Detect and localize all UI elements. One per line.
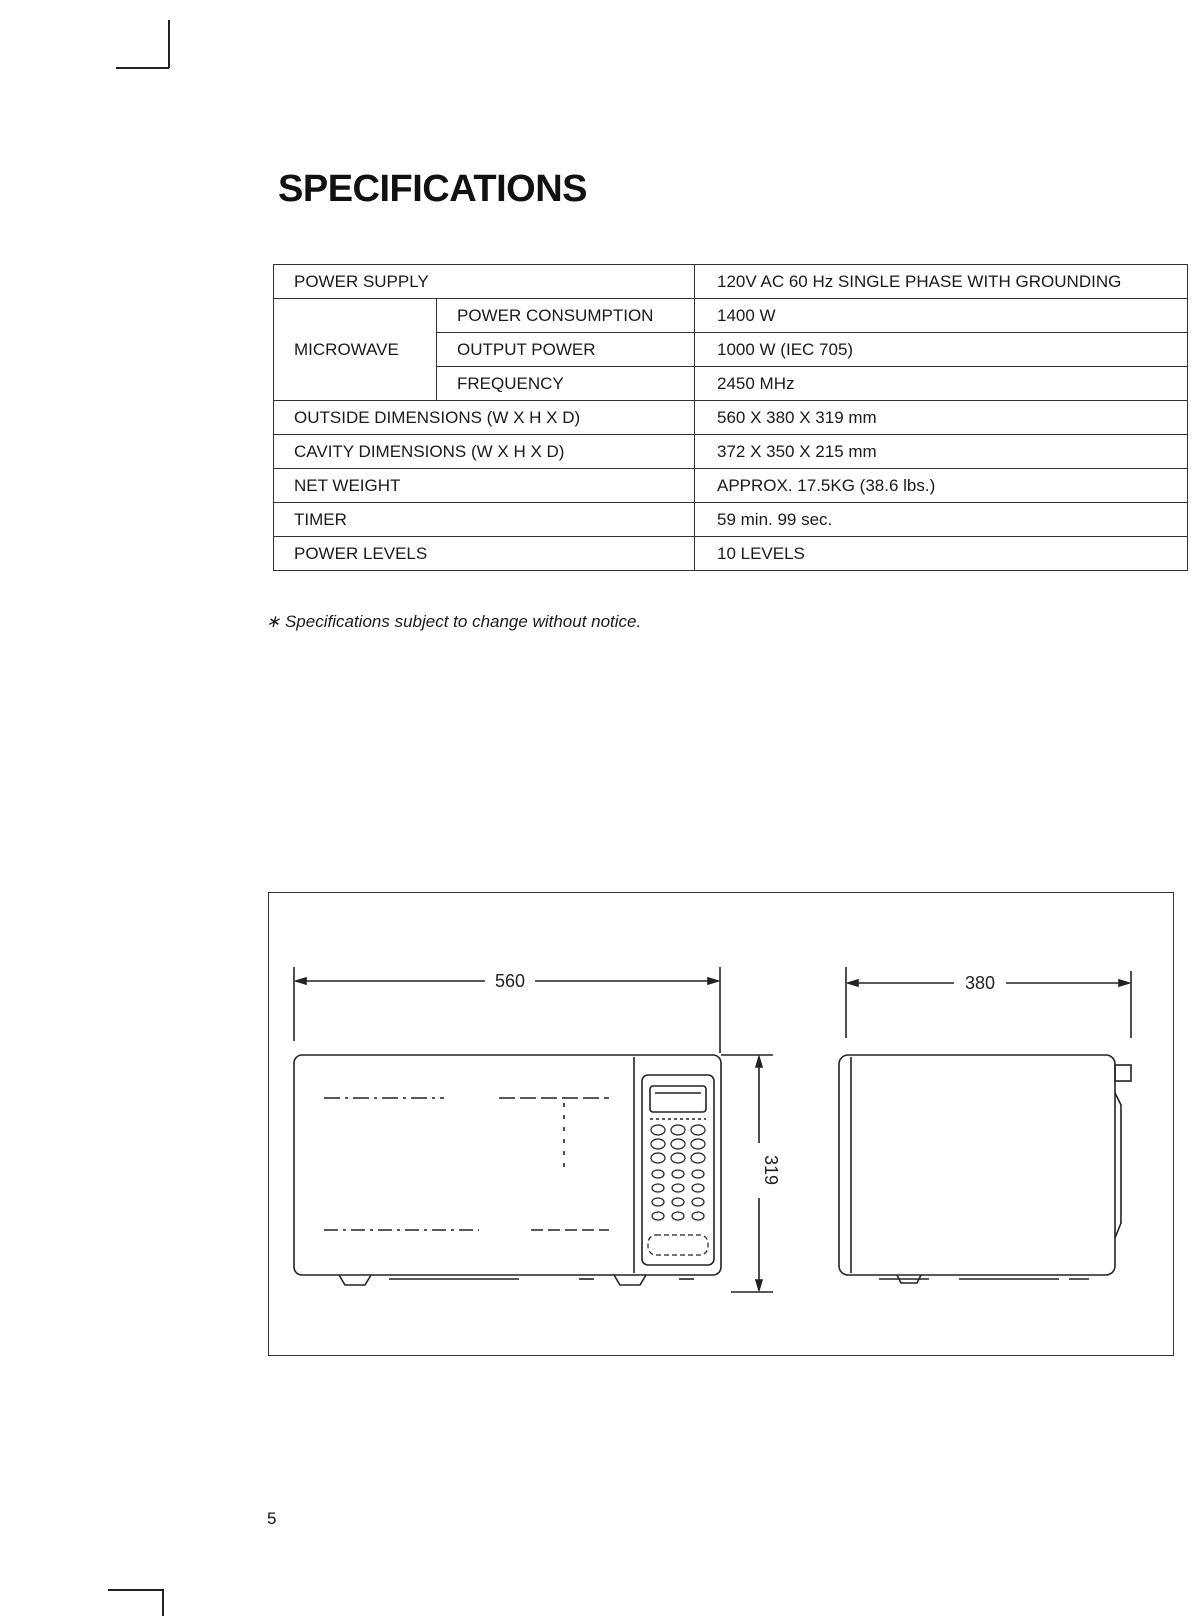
spec-value: 372 X 350 X 215 mm xyxy=(695,435,1188,469)
page-number: 5 xyxy=(267,1509,277,1528)
spec-label: POWER SUPPLY xyxy=(274,265,695,299)
spec-value: 120V AC 60 Hz SINGLE PHASE WITH GROUNDING xyxy=(695,265,1188,299)
spec-group-label: MICROWAVE xyxy=(274,299,437,401)
table-row xyxy=(274,265,1188,299)
side-depth-label: 380 xyxy=(964,973,996,993)
dimensions-figure xyxy=(268,892,1174,1356)
spec-label: FREQUENCY xyxy=(437,367,695,401)
table-row xyxy=(274,401,1188,435)
table-row xyxy=(274,435,1188,469)
table-row xyxy=(274,537,1188,571)
spec-value: APPROX. 17.5KG (38.6 lbs.) xyxy=(695,469,1188,503)
crop-mark-top xyxy=(116,67,169,69)
spec-value: 1000 W (IEC 705) xyxy=(695,333,1188,367)
table-row xyxy=(274,469,1188,503)
spec-value: 1400 W xyxy=(695,299,1188,333)
front-width-label: 560 xyxy=(494,971,526,991)
microwave-front-view xyxy=(294,1055,721,1285)
spec-label: OUTPUT POWER xyxy=(437,333,695,367)
spec-value: 2450 MHz xyxy=(695,367,1188,401)
table-row xyxy=(274,503,1188,537)
crop-mark-bottom xyxy=(162,1589,164,1616)
spec-label: POWER LEVELS xyxy=(274,537,695,571)
spec-label: CAVITY DIMENSIONS (W X H X D) xyxy=(274,435,695,469)
spec-label: TIMER xyxy=(274,503,695,537)
spec-value: 59 min. 99 sec. xyxy=(695,503,1188,537)
specifications-table xyxy=(273,264,1188,571)
table-row xyxy=(274,299,1188,333)
spec-value: 560 X 380 X 319 mm xyxy=(695,401,1188,435)
spec-label: POWER CONSUMPTION xyxy=(437,299,695,333)
height-label: 319 xyxy=(761,1154,781,1186)
spec-label: OUTSIDE DIMENSIONS (W X H X D) xyxy=(274,401,695,435)
crop-mark-top xyxy=(168,20,170,68)
crop-mark-bottom xyxy=(108,1589,163,1591)
spec-label: NET WEIGHT xyxy=(274,469,695,503)
microwave-side-view xyxy=(839,1055,1131,1283)
page-title: SPECIFICATIONS xyxy=(278,168,587,210)
microwave-dimension-drawing xyxy=(269,893,1175,1357)
spec-value: 10 LEVELS xyxy=(695,537,1188,571)
specifications-note: ∗ Specifications subject to change without notice. xyxy=(266,612,642,631)
